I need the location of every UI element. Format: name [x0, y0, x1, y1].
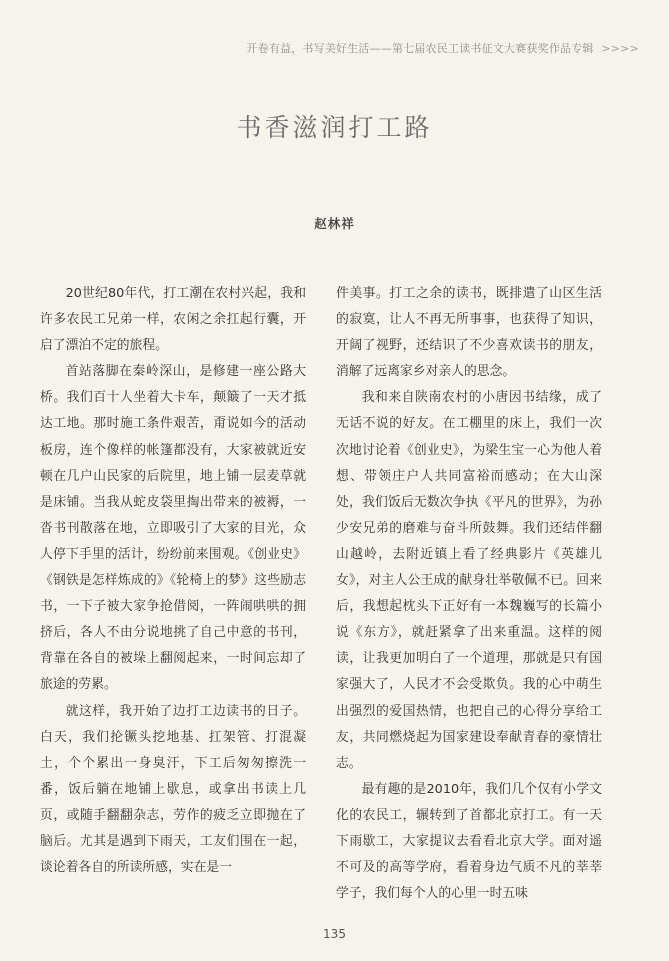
arrows-icon: >>>>	[601, 42, 639, 55]
running-header	[30, 40, 639, 56]
paragraph: 20世纪80年代，打工潮在农村兴起，我和许多农民工兄弟一样，农闲之余扛起行囊，开启了漂泊不定的旅程。	[40, 286, 306, 354]
page-number: 135	[323, 927, 346, 941]
article-title: 书香滋润打工路	[236, 113, 433, 142]
paragraph: 首站落脚在秦岭深山，是修建一座公路大桥。我们百十人坐着大卡车，颠簸了一天才抵达工地。那时施工条件艰苦，甭说如今的活动板房，连个像样的帐篷都没有，大家被就近安顿在几户山民家的后院里，地上铺一层麦草就是床铺。当我从蛇皮袋里掏出带来的被褥，一沓书刊散落在地，立即吸引了大家的目光，众人停下手里的活计，纷纷前来围观。《创业史》《钢铁是怎样炼成的》《轮椅上的梦》这些励志书，一下子被大家争抢借阅，一阵闹哄哄的拥挤后，各人不由分说地挑了自己中意的书刊，背靠在各自的被垛上翻阅起来，一时间忘却了旅途的劳累。	[40, 364, 306, 693]
author-name: 赵林祥	[314, 216, 355, 231]
paragraph: 最有趣的是2010年，我们几个仅有小学文化的农民工，辗转到了首都北京打工。有一天下雨歇工，大家提议去看看北京大学。面对遥不可及的高等学府，看着身边气质不凡的莘莘学子，我们每个人的心里一时五味	[336, 781, 602, 902]
paragraph: 就这样，我开始了边打工边读书的日子。白天，我们抡镢头挖地基、扛架管、打混凝土，个个累出一身臭汗，下工后匆匆擦洗一番，饭后躺在地铺上歇息，或拿出书读上几页，或随手翻翻杂志，劳作的疲乏立即抛在了脑后。尤其是遇到下雨天，工友们围在一起，谈论着各自的所读所感，实在是一	[40, 703, 306, 876]
paragraph: 我和来自陕南农村的小唐因书结缘，成了无话不说的好友。在工棚里的床上，我们一次次地讨论着《创业史》，为梁生宝一心为他人着想、带领庄户人共同富裕而感动；在大山深处，我们饭后无数次争执《平凡的世界》，为孙少安兄弟的磨难与奋斗所鼓舞。我们还结伴翻山越岭，去附近镇上看了经典影片《英雄儿女》，对主人公王成的献身壮举敬佩不已。回来后，我想起枕头下正好有一本魏巍写的长篇小说《东方》，就赶紧拿了出来重温。这样的阅读，让我更加明白了一个道理，那就是只有国家强大了，人民才不会受欺负。我的心中萌生出强烈的爱国热情，也把自己的心得分享给工友，共同燃烧起为国家建设奉献青春的豪情壮志。	[336, 390, 602, 771]
left-column	[40, 281, 306, 881]
paragraph-continuation: 件美事。打工之余的读书，既排遣了山区生活的寂寞，让人不再无所事事，也获得了知识，开阔了视野，还结识了不少喜欢读书的朋友，消解了远离家乡对亲人的思念。	[336, 286, 602, 380]
right-column	[336, 281, 602, 907]
series-title: 开卷有益，书写美好生活——第七届农民工读书征文大赛获奖作品专辑	[246, 42, 594, 55]
